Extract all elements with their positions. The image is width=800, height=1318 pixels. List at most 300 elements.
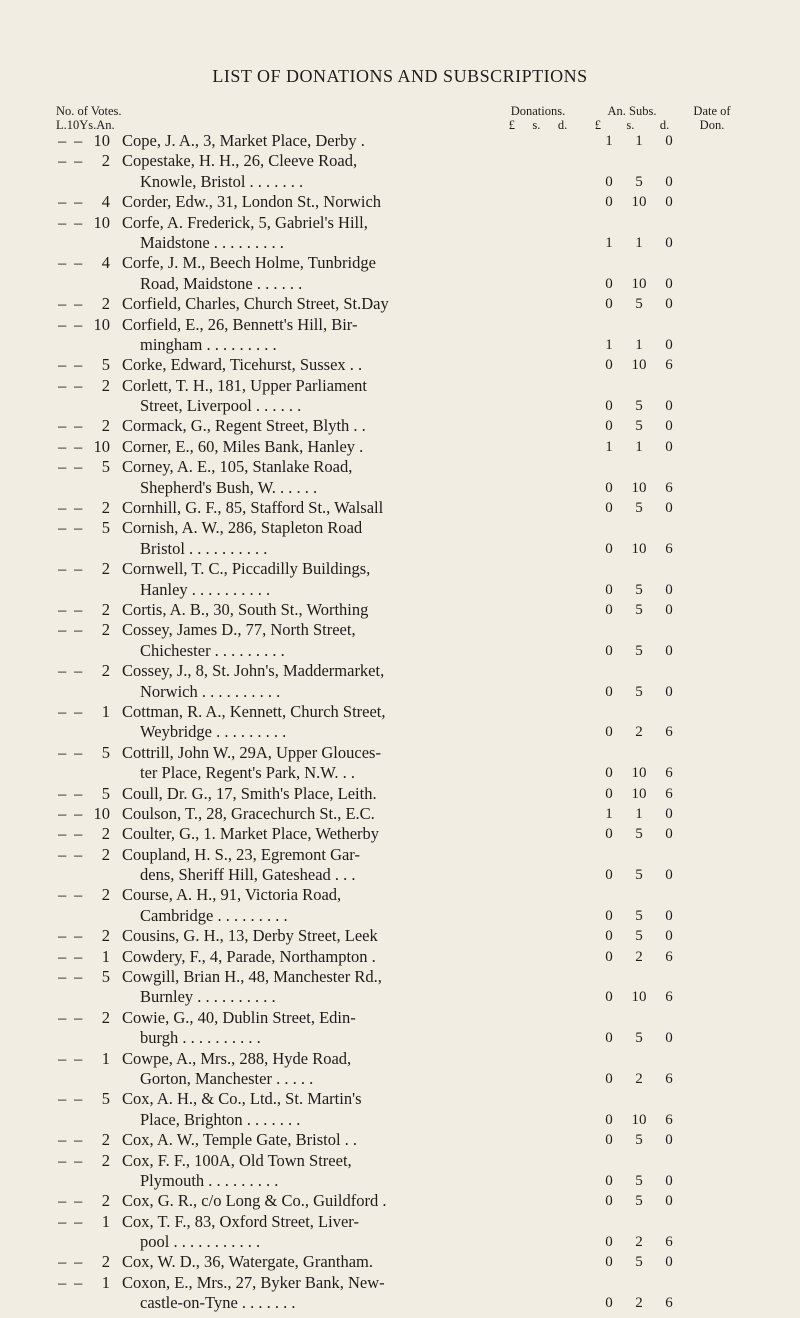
entry-text: Coull, Dr. G., 17, Smith's Place, Leith. xyxy=(122,783,377,803)
votes-cell: – – 5 xyxy=(58,783,110,803)
annual-subscription-amount xyxy=(594,1028,684,1048)
votes-cell: – – 2 xyxy=(58,599,110,619)
votes-count: 4 xyxy=(101,253,110,273)
votes-cell: – – 2 xyxy=(58,294,110,314)
amount-pounds: 0 xyxy=(605,826,613,843)
votes-count: 2 xyxy=(101,151,110,171)
amount-pounds: 0 xyxy=(605,867,613,884)
amount-pounds: 0 xyxy=(605,357,613,374)
amount-shillings: 5 xyxy=(635,683,643,700)
entry-text: Burnley . . . . . . . . . . xyxy=(140,987,276,1007)
amount-shillings: 10 xyxy=(631,785,647,802)
annual-subscription-amount xyxy=(594,763,684,783)
entry-text: Corfield, Charles, Church Street, St.Day xyxy=(122,294,389,314)
amount-shillings: 2 xyxy=(635,1295,643,1312)
amount-shillings: 1 xyxy=(635,336,643,353)
amount-pence: 0 xyxy=(665,805,673,822)
votes-count: 2 xyxy=(101,1191,110,1211)
amount-shillings: 1 xyxy=(635,805,643,822)
entry-text: Shepherd's Bush, W. . . . . . xyxy=(140,477,318,497)
list-item xyxy=(0,1252,800,1272)
annual-subs-units xyxy=(582,118,682,132)
entry-text: Cortis, A. B., 30, South St., Worthing xyxy=(122,599,369,619)
amount-pence: 0 xyxy=(665,194,673,211)
amount-pounds: 1 xyxy=(605,438,613,455)
amount-pence: 0 xyxy=(665,336,673,353)
amount-pounds: 0 xyxy=(605,907,613,924)
votes-cell: – – 10 xyxy=(58,212,110,232)
entry-text: Cossey, James D., 77, North Street, xyxy=(122,620,356,640)
entry-line xyxy=(0,580,800,600)
votes-count: 5 xyxy=(101,355,110,375)
amount-shillings: 2 xyxy=(635,724,643,741)
amount-shillings: 2 xyxy=(635,948,643,965)
entry-text: Course, A. H., 91, Victoria Road, xyxy=(122,885,342,905)
votes-cell: – – 2 xyxy=(58,151,110,171)
list-item xyxy=(0,1049,800,1090)
donations-column-header xyxy=(500,104,576,132)
amount-shillings: 5 xyxy=(635,642,643,659)
annual-subs-column-header xyxy=(582,104,682,132)
entry-line xyxy=(0,355,800,375)
entry-line xyxy=(0,865,800,885)
votes-cell: – – 2 xyxy=(58,1130,110,1150)
page-title: LIST OF DONATIONS AND SUBSCRIPTIONS xyxy=(212,66,588,86)
entry-text: ter Place, Regent's Park, N.W. . . xyxy=(140,763,355,783)
amount-pence: 0 xyxy=(665,928,673,945)
annual-subscription-amount xyxy=(594,416,684,436)
entry-text: Corke, Edward, Ticehurst, Sussex . . xyxy=(122,355,363,375)
votes-cell: – – 1 xyxy=(58,946,110,966)
amount-shillings: 1 xyxy=(635,438,643,455)
annual-subscription-amount xyxy=(594,947,684,967)
amount-pence: 0 xyxy=(665,398,673,415)
annual-subscription-amount xyxy=(594,274,684,294)
list-item xyxy=(0,1089,800,1130)
entry-text: Bristol . . . . . . . . . . xyxy=(140,538,268,558)
amount-shillings: 10 xyxy=(631,765,647,782)
entry-line xyxy=(0,233,800,253)
votes-cell: – – 10 xyxy=(58,314,110,334)
list-item xyxy=(0,1212,800,1253)
annual-subscription-amount xyxy=(594,478,684,498)
entry-line xyxy=(0,702,800,722)
annual-subscription-amount xyxy=(594,600,684,620)
amount-pounds: 0 xyxy=(605,1193,613,1210)
amount-pence: 0 xyxy=(665,1254,673,1271)
amount-shillings: 5 xyxy=(635,1193,643,1210)
annual-subscription-amount xyxy=(594,437,684,457)
entry-line xyxy=(0,1252,800,1272)
entry-line xyxy=(0,274,800,294)
list-item xyxy=(0,743,800,784)
votes-count: 2 xyxy=(101,1130,110,1150)
annual-subscription-amount xyxy=(594,926,684,946)
entry-text: Norwich . . . . . . . . . . xyxy=(140,681,281,701)
votes-count: 10 xyxy=(93,212,110,232)
entry-text: Coupland, H. S., 23, Egremont Gar- xyxy=(122,844,360,864)
amount-shillings: 10 xyxy=(631,275,647,292)
entry-line xyxy=(0,1232,800,1252)
list-item xyxy=(0,967,800,1008)
amount-pence: 0 xyxy=(665,133,673,149)
votes-cell: – – 2 xyxy=(58,844,110,864)
annual-subscription-amount xyxy=(594,641,684,661)
list-item xyxy=(0,315,800,356)
entry-text: Plymouth . . . . . . . . . xyxy=(140,1170,279,1190)
amount-pence: 0 xyxy=(665,1172,673,1189)
amount-pounds: 0 xyxy=(605,398,613,415)
annual-subscription-amount xyxy=(594,906,684,926)
votes-cell: – – 2 xyxy=(58,1191,110,1211)
annual-subs-header-label: An. Subs. xyxy=(607,104,657,118)
entry-line xyxy=(0,559,800,579)
votes-cell: – – 2 xyxy=(58,620,110,640)
list-item xyxy=(0,518,800,559)
list-item xyxy=(0,1191,800,1211)
amount-pence: 6 xyxy=(665,785,673,802)
votes-cell: – – 1 xyxy=(58,1048,110,1068)
entry-text: Corfield, E., 26, Bennett's Hill, Bir- xyxy=(122,314,358,334)
amount-pence: 6 xyxy=(665,724,673,741)
annual-subscription-amount xyxy=(594,233,684,253)
donations-units xyxy=(500,118,576,132)
votes-header-line-2: L.10Ys.An. xyxy=(56,118,115,132)
list-item xyxy=(0,498,800,518)
annual-subscription-amount xyxy=(594,580,684,600)
annual-subscription-amount xyxy=(594,1110,684,1130)
unit-shillings: s. xyxy=(532,118,541,132)
amount-shillings: 5 xyxy=(635,907,643,924)
votes-cell: – – 2 xyxy=(58,926,110,946)
list-item xyxy=(0,1008,800,1049)
amount-pounds: 0 xyxy=(605,601,613,618)
entry-text: Cowdery, F., 4, Parade, Northampton . xyxy=(122,946,376,966)
amount-pence: 0 xyxy=(665,1193,673,1210)
annual-subscription-amount xyxy=(594,804,684,824)
votes-count: 2 xyxy=(101,416,110,436)
entry-line xyxy=(0,416,800,436)
amount-pounds: 0 xyxy=(605,642,613,659)
amount-pence: 6 xyxy=(665,357,673,374)
unit-shillings: s. xyxy=(626,118,635,132)
votes-count: 2 xyxy=(101,294,110,314)
votes-cell: – – 2 xyxy=(58,375,110,395)
entry-text: Maidstone . . . . . . . . . xyxy=(140,232,284,252)
entry-text: dens, Sheriff Hill, Gateshead . . . xyxy=(140,865,356,885)
annual-subscription-amount xyxy=(594,1191,684,1211)
votes-cell: – – 4 xyxy=(58,253,110,273)
entry-line xyxy=(0,845,800,865)
amount-pence: 0 xyxy=(665,683,673,700)
date-column-header xyxy=(684,104,740,132)
entry-line xyxy=(0,641,800,661)
entry-text: Cox, W. D., 36, Watergate, Grantham. xyxy=(122,1252,374,1272)
amount-pence: 0 xyxy=(665,173,673,190)
list-item xyxy=(0,559,800,600)
entry-text: burgh . . . . . . . . . . xyxy=(140,1028,261,1048)
amount-pence: 0 xyxy=(665,907,673,924)
entry-text: mingham . . . . . . . . . xyxy=(140,334,277,354)
entry-line xyxy=(0,1028,800,1048)
amount-shillings: 5 xyxy=(635,1030,643,1047)
amount-pounds: 1 xyxy=(605,133,613,149)
list-item xyxy=(0,355,800,375)
votes-cell: – – 2 xyxy=(58,885,110,905)
list-item xyxy=(0,600,800,620)
annual-subscription-amount xyxy=(594,824,684,844)
amount-pounds: 0 xyxy=(605,581,613,598)
entry-line xyxy=(0,192,800,212)
unit-pounds: £ xyxy=(508,118,515,132)
list-item xyxy=(0,376,800,417)
votes-cell: – – 2 xyxy=(58,824,110,844)
amount-pounds: 0 xyxy=(605,1234,613,1251)
entry-text: Cowgill, Brian H., 48, Manchester Rd., xyxy=(122,967,382,987)
amount-pounds: 0 xyxy=(605,928,613,945)
entry-line xyxy=(0,682,800,702)
amount-pence: 0 xyxy=(665,867,673,884)
votes-count: 10 xyxy=(93,803,110,823)
amount-pence: 6 xyxy=(665,1070,673,1087)
entry-line xyxy=(0,396,800,416)
votes-count: 2 xyxy=(101,1150,110,1170)
votes-count: 2 xyxy=(101,1007,110,1027)
entry-line xyxy=(0,1171,800,1191)
votes-cell: – – 1 xyxy=(58,1211,110,1231)
entry-text: Gorton, Manchester . . . . . xyxy=(140,1068,314,1088)
entry-line xyxy=(0,151,800,171)
list-item xyxy=(0,1151,800,1192)
list-item xyxy=(0,804,800,824)
amount-shillings: 1 xyxy=(635,234,643,251)
annual-subscription-amount xyxy=(594,1293,684,1313)
amount-shillings: 5 xyxy=(635,1132,643,1149)
list-item xyxy=(0,294,800,314)
date-header-line-1: Date of xyxy=(693,104,731,118)
votes-count: 5 xyxy=(101,783,110,803)
amount-shillings: 5 xyxy=(635,867,643,884)
entry-text: Cossey, J., 8, St. John's, Maddermarket, xyxy=(122,661,385,681)
amount-pounds: 0 xyxy=(605,1172,613,1189)
annual-subscription-amount xyxy=(594,1252,684,1272)
entry-text: Coulson, T., 28, Gracechurch St., E.C. xyxy=(122,803,375,823)
votes-count: 2 xyxy=(101,1252,110,1272)
annual-subscription-amount xyxy=(594,682,684,702)
entry-text: Coxon, E., Mrs., 27, Byker Bank, New- xyxy=(122,1272,385,1292)
annual-subscription-amount xyxy=(594,335,684,355)
annual-subscription-amount xyxy=(594,192,684,212)
amount-shillings: 1 xyxy=(635,133,643,149)
amount-pence: 6 xyxy=(665,989,673,1006)
amount-shillings: 10 xyxy=(631,357,647,374)
entry-text: Cox, T. F., 83, Oxford Street, Liver- xyxy=(122,1211,359,1231)
entry-text: Place, Brighton . . . . . . . xyxy=(140,1109,301,1129)
amount-shillings: 10 xyxy=(631,989,647,1006)
votes-cell: – – 4 xyxy=(58,192,110,212)
votes-cell: – – 5 xyxy=(58,1089,110,1109)
list-item xyxy=(0,253,800,294)
amount-pence: 0 xyxy=(665,826,673,843)
entry-text: Corner, E., 60, Miles Bank, Hanley . xyxy=(122,436,364,456)
amount-shillings: 5 xyxy=(635,296,643,313)
votes-count: 2 xyxy=(101,661,110,681)
entry-text: Chichester . . . . . . . . . xyxy=(140,640,285,660)
amount-pence: 6 xyxy=(665,948,673,965)
votes-count: 1 xyxy=(101,1048,110,1068)
entry-text: pool . . . . . . . . . . . xyxy=(140,1232,261,1252)
amount-pounds: 0 xyxy=(605,418,613,435)
list-item xyxy=(0,437,800,457)
amount-pence: 0 xyxy=(665,1132,673,1149)
amount-shillings: 5 xyxy=(635,581,643,598)
entry-text: Cornhill, G. F., 85, Stafford St., Walsall xyxy=(122,498,384,518)
annual-subscription-amount xyxy=(594,784,684,804)
annual-subscription-amount xyxy=(594,539,684,559)
entry-line xyxy=(0,967,800,987)
amount-shillings: 10 xyxy=(631,1111,647,1128)
entry-line xyxy=(0,1069,800,1089)
entry-line xyxy=(0,1049,800,1069)
votes-cell: – – 2 xyxy=(58,1252,110,1272)
amount-pounds: 0 xyxy=(605,500,613,517)
entry-text: Cormack, G., Regent Street, Blyth . . xyxy=(122,416,366,436)
amount-shillings: 5 xyxy=(635,826,643,843)
amount-pence: 0 xyxy=(665,642,673,659)
amount-pence: 0 xyxy=(665,601,673,618)
entry-line xyxy=(0,804,800,824)
votes-cell: – – 5 xyxy=(58,457,110,477)
votes-cell: – – 5 xyxy=(58,967,110,987)
votes-cell: – – 1 xyxy=(58,701,110,721)
entry-line xyxy=(0,947,800,967)
entry-line xyxy=(0,885,800,905)
votes-cell: – – 10 xyxy=(58,131,110,150)
votes-cell: – – 2 xyxy=(58,416,110,436)
amount-shillings: 10 xyxy=(631,194,647,211)
amount-pounds: 0 xyxy=(605,1254,613,1271)
entry-line xyxy=(0,906,800,926)
entry-line xyxy=(0,926,800,946)
votes-count: 2 xyxy=(101,824,110,844)
annual-subscription-amount xyxy=(594,1069,684,1089)
unit-pence: d. xyxy=(557,118,568,132)
votes-cell: – – 10 xyxy=(58,436,110,456)
entry-line xyxy=(0,172,800,192)
entry-text: Knowle, Bristol . . . . . . . xyxy=(140,171,304,191)
list-item xyxy=(0,885,800,926)
votes-column-header xyxy=(56,104,122,132)
entry-line xyxy=(0,131,800,151)
entry-line xyxy=(0,213,800,233)
annual-subscription-amount xyxy=(594,294,684,314)
amount-pounds: 1 xyxy=(605,336,613,353)
amount-shillings: 5 xyxy=(635,928,643,945)
amount-pence: 6 xyxy=(665,1295,673,1312)
amount-shillings: 5 xyxy=(635,1172,643,1189)
amount-pounds: 0 xyxy=(605,765,613,782)
entry-text: Cottrill, John W., 29A, Upper Glouces- xyxy=(122,742,381,762)
entry-line xyxy=(0,1212,800,1232)
entry-line xyxy=(0,722,800,742)
amount-shillings: 5 xyxy=(635,398,643,415)
amount-pence: 6 xyxy=(665,1111,673,1128)
entry-line xyxy=(0,1191,800,1211)
amount-pounds: 0 xyxy=(605,1030,613,1047)
entry-text: Cambridge . . . . . . . . . xyxy=(140,905,288,925)
annual-subscription-amount xyxy=(594,1171,684,1191)
votes-cell: – – 5 xyxy=(58,355,110,375)
amount-pounds: 1 xyxy=(605,234,613,251)
entry-text: Hanley . . . . . . . . . . xyxy=(140,579,271,599)
votes-count: 2 xyxy=(101,559,110,579)
entry-line xyxy=(0,784,800,804)
votes-cell: – – 5 xyxy=(58,742,110,762)
entry-text: Cornish, A. W., 286, Stapleton Road xyxy=(122,518,363,538)
list-item xyxy=(0,213,800,254)
annual-subscription-amount xyxy=(594,172,684,192)
amount-pence: 0 xyxy=(665,500,673,517)
votes-count: 5 xyxy=(101,742,110,762)
entry-line xyxy=(0,1130,800,1150)
list-item xyxy=(0,1130,800,1150)
donations-header-label: Donations. xyxy=(510,104,566,118)
votes-count: 2 xyxy=(101,599,110,619)
amount-pounds: 0 xyxy=(605,948,613,965)
amount-pence: 0 xyxy=(665,438,673,455)
votes-cell: – – 2 xyxy=(58,661,110,681)
amount-pounds: 0 xyxy=(605,540,613,557)
amount-pence: 0 xyxy=(665,418,673,435)
entry-line xyxy=(0,1151,800,1171)
amount-pounds: 0 xyxy=(605,724,613,741)
votes-cell: – – 2 xyxy=(58,1007,110,1027)
list-item xyxy=(0,192,800,212)
entry-line xyxy=(0,1273,800,1293)
amount-pence: 6 xyxy=(665,765,673,782)
votes-cell: – – 2 xyxy=(58,1150,110,1170)
amount-pounds: 0 xyxy=(605,989,613,1006)
votes-count: 1 xyxy=(101,1211,110,1231)
entry-line xyxy=(0,600,800,620)
entry-text: Coulter, G., 1. Market Place, Wetherby xyxy=(122,824,380,844)
entry-text: Cox, G. R., c/o Long & Co., Guildford . xyxy=(122,1191,387,1211)
amount-shillings: 5 xyxy=(635,173,643,190)
votes-count: 5 xyxy=(101,518,110,538)
list-item xyxy=(0,416,800,436)
annual-subscription-amount xyxy=(594,355,684,375)
entry-text: Cowpe, A., Mrs., 288, Hyde Road, xyxy=(122,1048,352,1068)
votes-count: 2 xyxy=(101,844,110,864)
amount-pence: 0 xyxy=(665,296,673,313)
entry-line xyxy=(0,335,800,355)
entry-line xyxy=(0,498,800,518)
amount-pounds: 0 xyxy=(605,785,613,802)
entry-text: Cousins, G. H., 13, Derby Street, Leek xyxy=(122,926,378,946)
list-item xyxy=(0,457,800,498)
entry-line xyxy=(0,763,800,783)
votes-count: 1 xyxy=(101,701,110,721)
list-item xyxy=(0,702,800,743)
votes-count: 2 xyxy=(101,926,110,946)
votes-cell: – – 5 xyxy=(58,518,110,538)
amount-pounds: 1 xyxy=(605,805,613,822)
amount-pence: 0 xyxy=(665,275,673,292)
amount-pounds: 0 xyxy=(605,194,613,211)
annual-subscription-amount xyxy=(594,396,684,416)
amount-pounds: 0 xyxy=(605,479,613,496)
votes-count: 10 xyxy=(93,314,110,334)
